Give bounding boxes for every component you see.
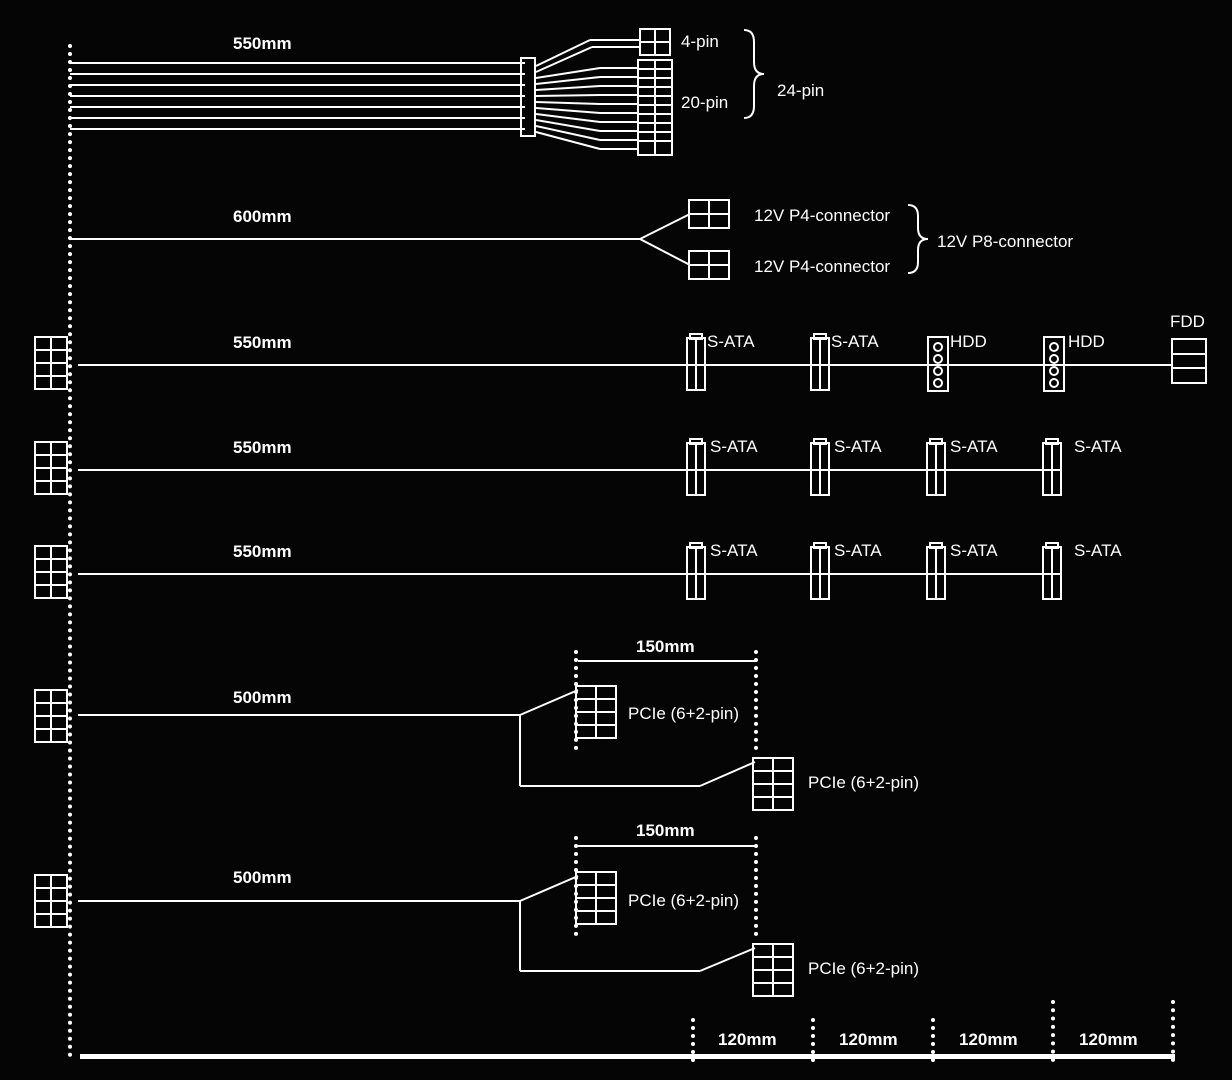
connector-label-sata: S-ATA bbox=[834, 437, 882, 456]
connector-label-4pin: 4-pin bbox=[681, 32, 719, 51]
connector-label-pcie: PCIe (6+2-pin) bbox=[628, 891, 740, 910]
scale-segment-label: 120mm bbox=[718, 1030, 777, 1049]
atx-wire bbox=[70, 117, 525, 119]
cable-sata3-length-label: 550mm bbox=[233, 542, 292, 561]
scale-segment-label: 120mm bbox=[959, 1030, 1018, 1049]
connector-label-sata: S-ATA bbox=[710, 437, 758, 456]
cable-pcie2-length-label: 500mm bbox=[233, 868, 292, 887]
pcie1-branch-marker-right bbox=[754, 650, 762, 750]
connector-label-pcie: PCIe (6+2-pin) bbox=[808, 773, 920, 792]
connector-label-sata: S-ATA bbox=[834, 541, 882, 560]
connector-label-20pin: 20-pin bbox=[681, 93, 729, 112]
connector-label-hdd: HDD bbox=[950, 332, 987, 351]
connector-label-fdd: FDD bbox=[1170, 312, 1205, 331]
pcie2-branch-marker-right bbox=[754, 836, 762, 936]
cable-pcie1-length-label: 500mm bbox=[233, 688, 292, 707]
connector-label-sata: S-ATA bbox=[950, 437, 998, 456]
atx-wire bbox=[70, 84, 525, 86]
connector-label-p4-bottom: 12V P4-connector bbox=[754, 257, 891, 276]
pcie1-branch-marker-left bbox=[574, 650, 582, 750]
connector-label-sata: S-ATA bbox=[707, 332, 755, 351]
connector-label-pcie: PCIe (6+2-pin) bbox=[808, 959, 920, 978]
connector-label-sata: S-ATA bbox=[950, 541, 998, 560]
connector-label-24pin: 24-pin bbox=[777, 81, 825, 100]
left-reference-dotted-line bbox=[68, 44, 76, 1058]
cable-eps-length-label: 600mm bbox=[233, 207, 292, 226]
pcie2-branch-marker-left bbox=[574, 836, 582, 936]
connector-label-sata: S-ATA bbox=[1074, 541, 1122, 560]
cable-sata2-length-label: 550mm bbox=[233, 438, 292, 457]
atx-wire bbox=[70, 73, 525, 75]
pcie1-branch-measure-line bbox=[578, 660, 756, 662]
cable-pcie2-branch-length-label: 150mm bbox=[636, 821, 695, 840]
atx-wire bbox=[70, 128, 525, 130]
scale-tick bbox=[1051, 1000, 1059, 1062]
connector-label-hdd: HDD bbox=[1068, 332, 1105, 351]
connector-label-sata: S-ATA bbox=[710, 541, 758, 560]
connector-label-pcie: PCIe (6+2-pin) bbox=[628, 704, 740, 723]
atx-wire bbox=[70, 106, 525, 108]
atx-wire bbox=[70, 95, 525, 97]
scale-baseline bbox=[80, 1054, 1175, 1059]
atx-cable-sleeve bbox=[520, 57, 536, 137]
atx-wire bbox=[70, 62, 525, 64]
cable-atx-24pin-length-label: 550mm bbox=[233, 34, 292, 53]
scale-segment-label: 120mm bbox=[1079, 1030, 1138, 1049]
connector-label-p4-top: 12V P4-connector bbox=[754, 206, 891, 225]
connector-label-sata: S-ATA bbox=[1074, 437, 1122, 456]
connector-label-sata: S-ATA bbox=[831, 332, 879, 351]
cable-peripheral-length-label: 550mm bbox=[233, 333, 292, 352]
cable-pcie1-branch-length-label: 150mm bbox=[636, 637, 695, 656]
scale-segment-label: 120mm bbox=[839, 1030, 898, 1049]
scale-tick bbox=[1171, 1000, 1179, 1062]
connector-label-p8: 12V P8-connector bbox=[937, 232, 1074, 251]
pcie2-branch-measure-line bbox=[578, 845, 756, 847]
